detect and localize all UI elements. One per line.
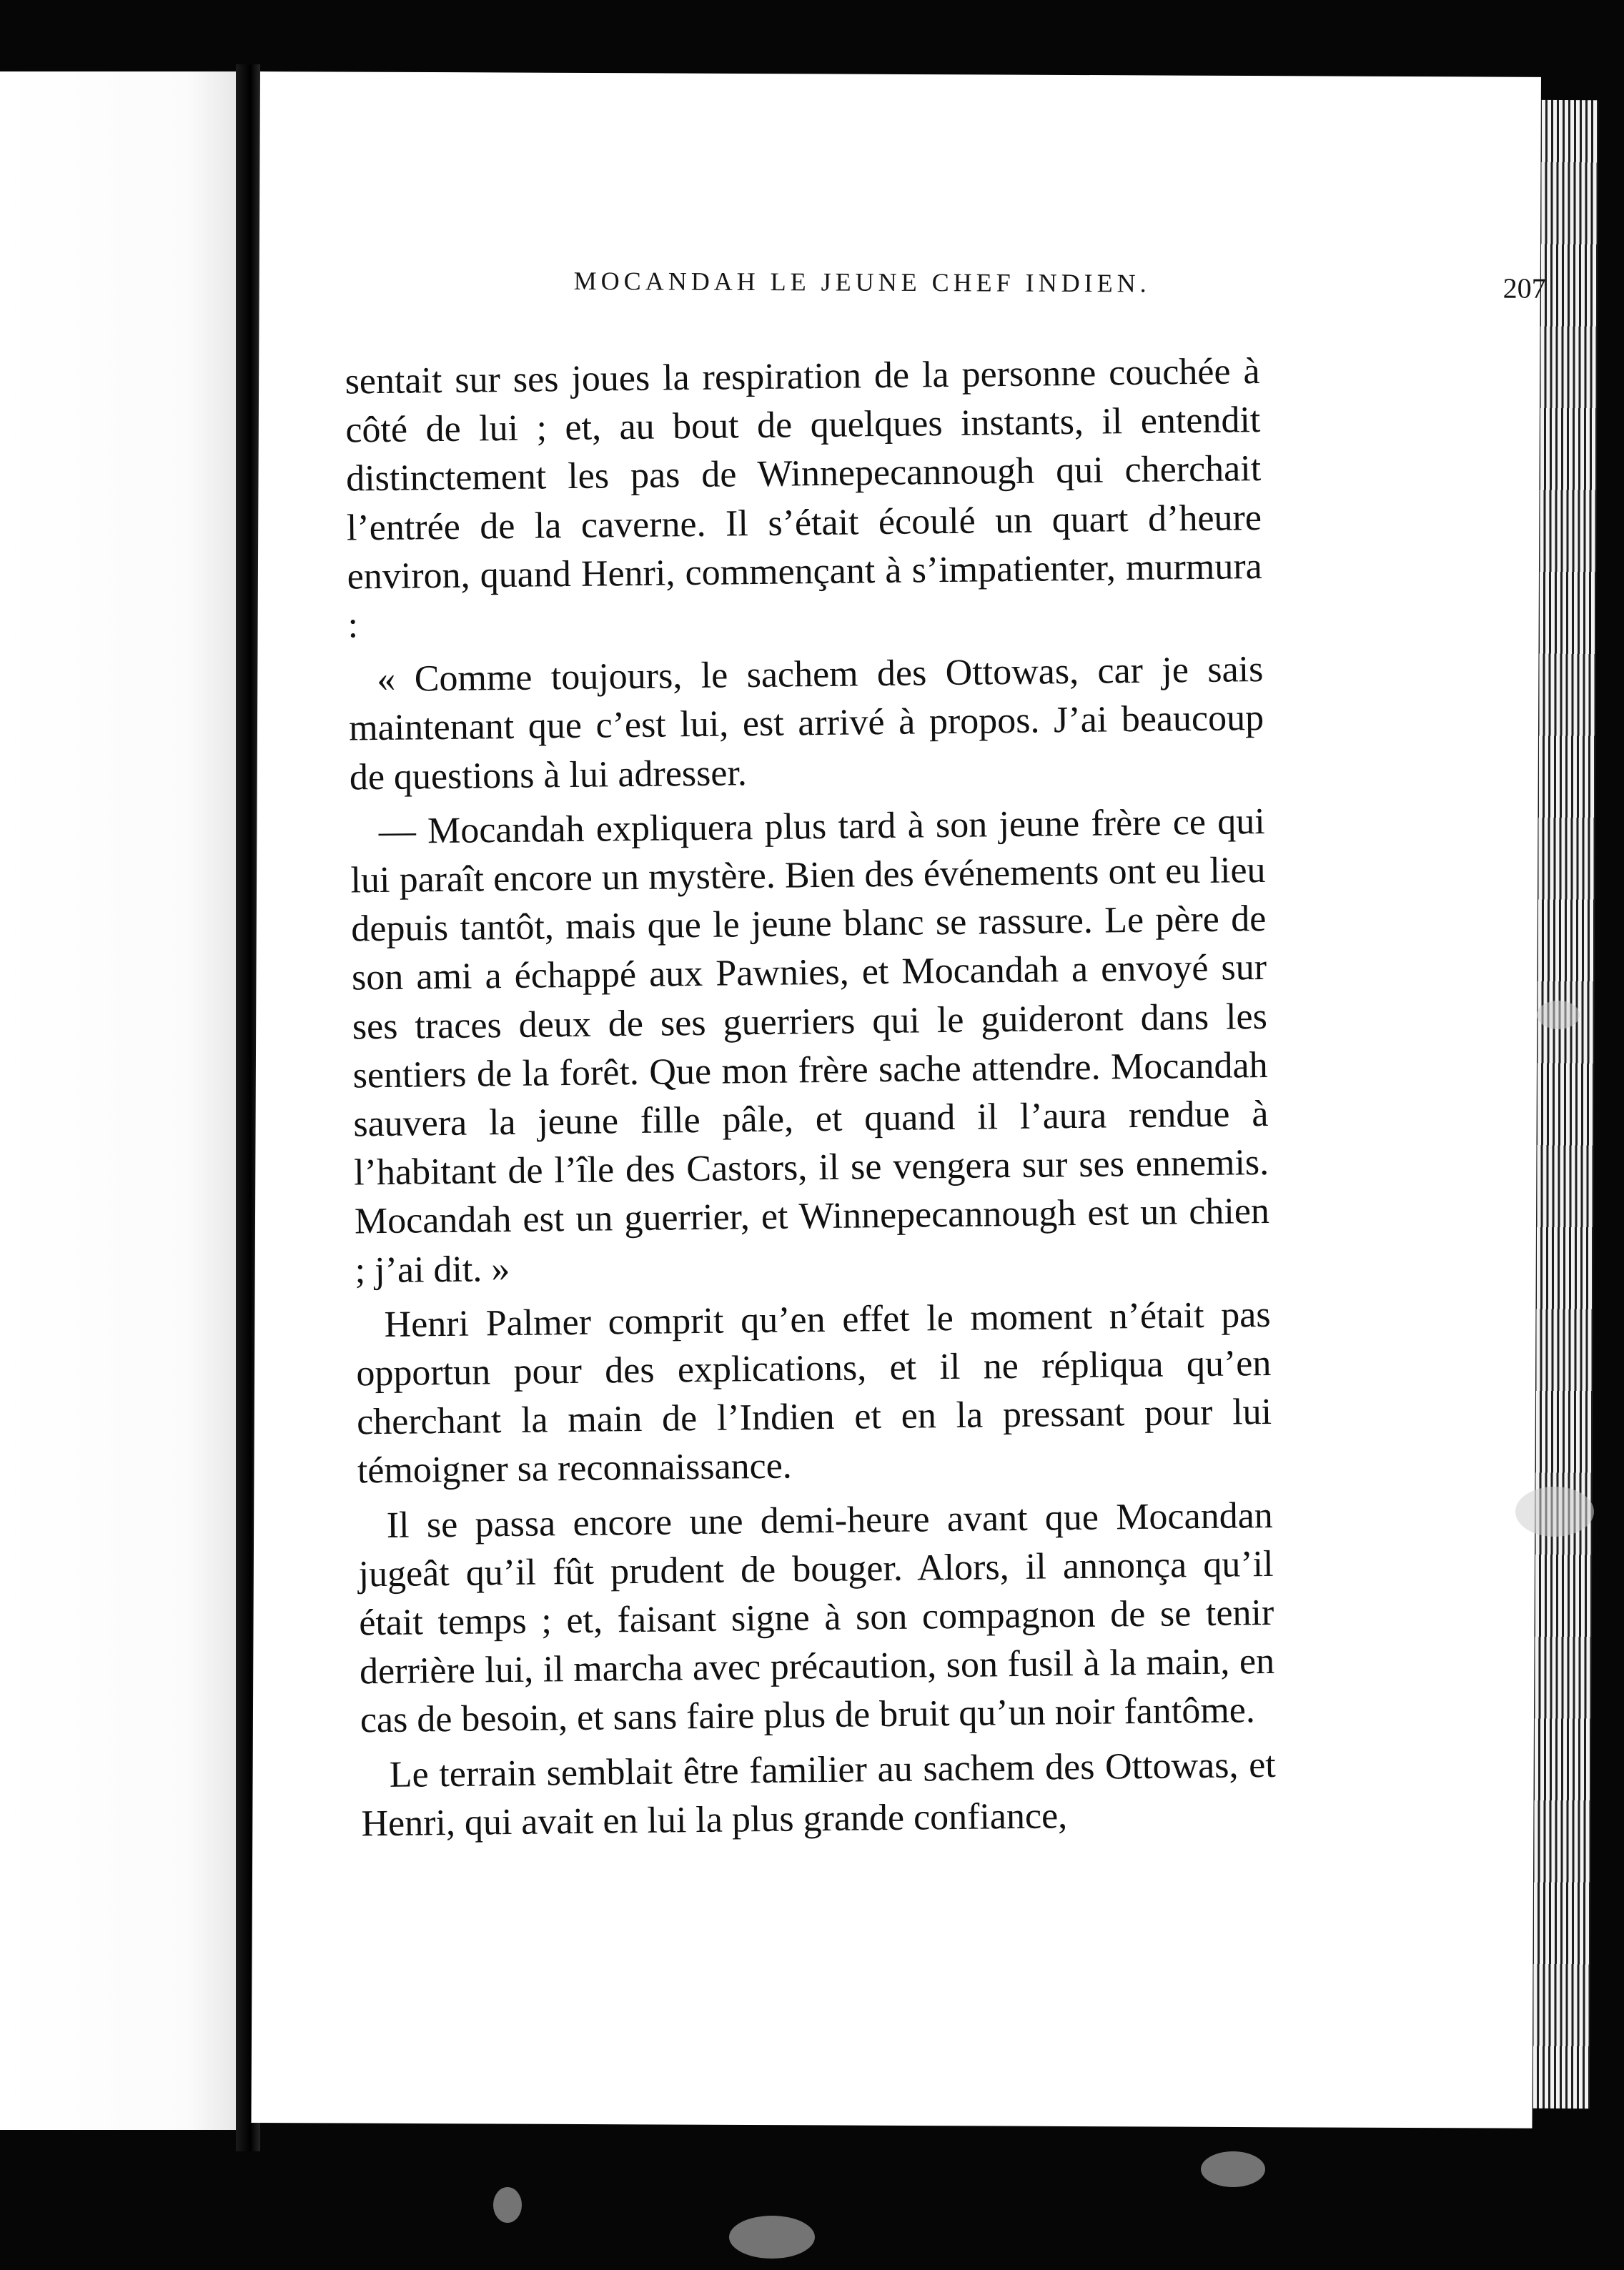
body-text (345, 347, 1277, 1854)
scan-speck (1537, 1001, 1580, 1029)
paragraph: « Comme toujours, le sachem des Ottowas, car je sais maintenant que c’est lui, est arrivé à propos. J’ai beaucoup de questions à lui adresser. (348, 649, 1264, 798)
scan-speck (1515, 1487, 1594, 1537)
scan-speck (1201, 2151, 1265, 2187)
running-title: MOCANDAH LE JEUNE CHEF INDIEN. (573, 266, 1151, 298)
scan-speck (493, 2187, 522, 2223)
page-number: 207 (1502, 272, 1546, 304)
scan-speck (729, 2216, 815, 2259)
book-page (251, 71, 1546, 2128)
paragraph: Il se passa encore une demi-heure avant que Mocandan jugeât qu’il fût prudent de bouger. Alors, il annonça qu’il était temps ; et, faisant signe à son compagnon de se tenir derrière lui, il marcha avec précaution, son fusil à la main, en cas de besoin, et sans faire plus de bruit qu’un noir fantôme. (358, 1495, 1275, 1741)
left-page-margin (0, 71, 236, 2130)
paragraph: — Mocandah expliquera plus tard à son jeune frère ce qui lui paraît encore un mystère. Bien des événements ont eu lieu depuis tantôt, mais que le jeune blanc se rassure. Le père de son ami a échappé aux Pawnies, et Mocandah a envoyé sur ses traces deux de ses guerriers qui le guideront dans les sentiers de la forêt. Que mon frère sache attendre. Mocandah sauvera la jeune fille pâle, et quand il l’aura rendue à l’habitant de l’île des Castors, il se vengera sur ses ennemis. Mocandah est un guerrier, et Winnepecannough est un chien ; j’ai dit. » (350, 801, 1270, 1292)
paragraph: Henri Palmer comprit qu’en effet le moment n’était pas opportun pour des explications, et il ne répliqua qu’en cherchant la main de l’Indien et en la pressant pour lui témoigner sa reconnaissance. (356, 1294, 1272, 1492)
page-header (502, 265, 1546, 312)
paragraph: Le terrain semblait être familier au sachem des Ottowas, et Henri, qui avait en lui la plus grande confiance, (361, 1744, 1276, 1845)
paragraph: sentait sur ses joues la respiration de la personne couchée à côté de lui ; et, au bout de quelques instants, il entendit distinctement les pas de Winnepecannough qui cherchait l’entrée de la caverne. Il s’était écoulé un quart d’heure environ, quand Henri, commençant à s’impatienter, murmura : (345, 350, 1262, 646)
